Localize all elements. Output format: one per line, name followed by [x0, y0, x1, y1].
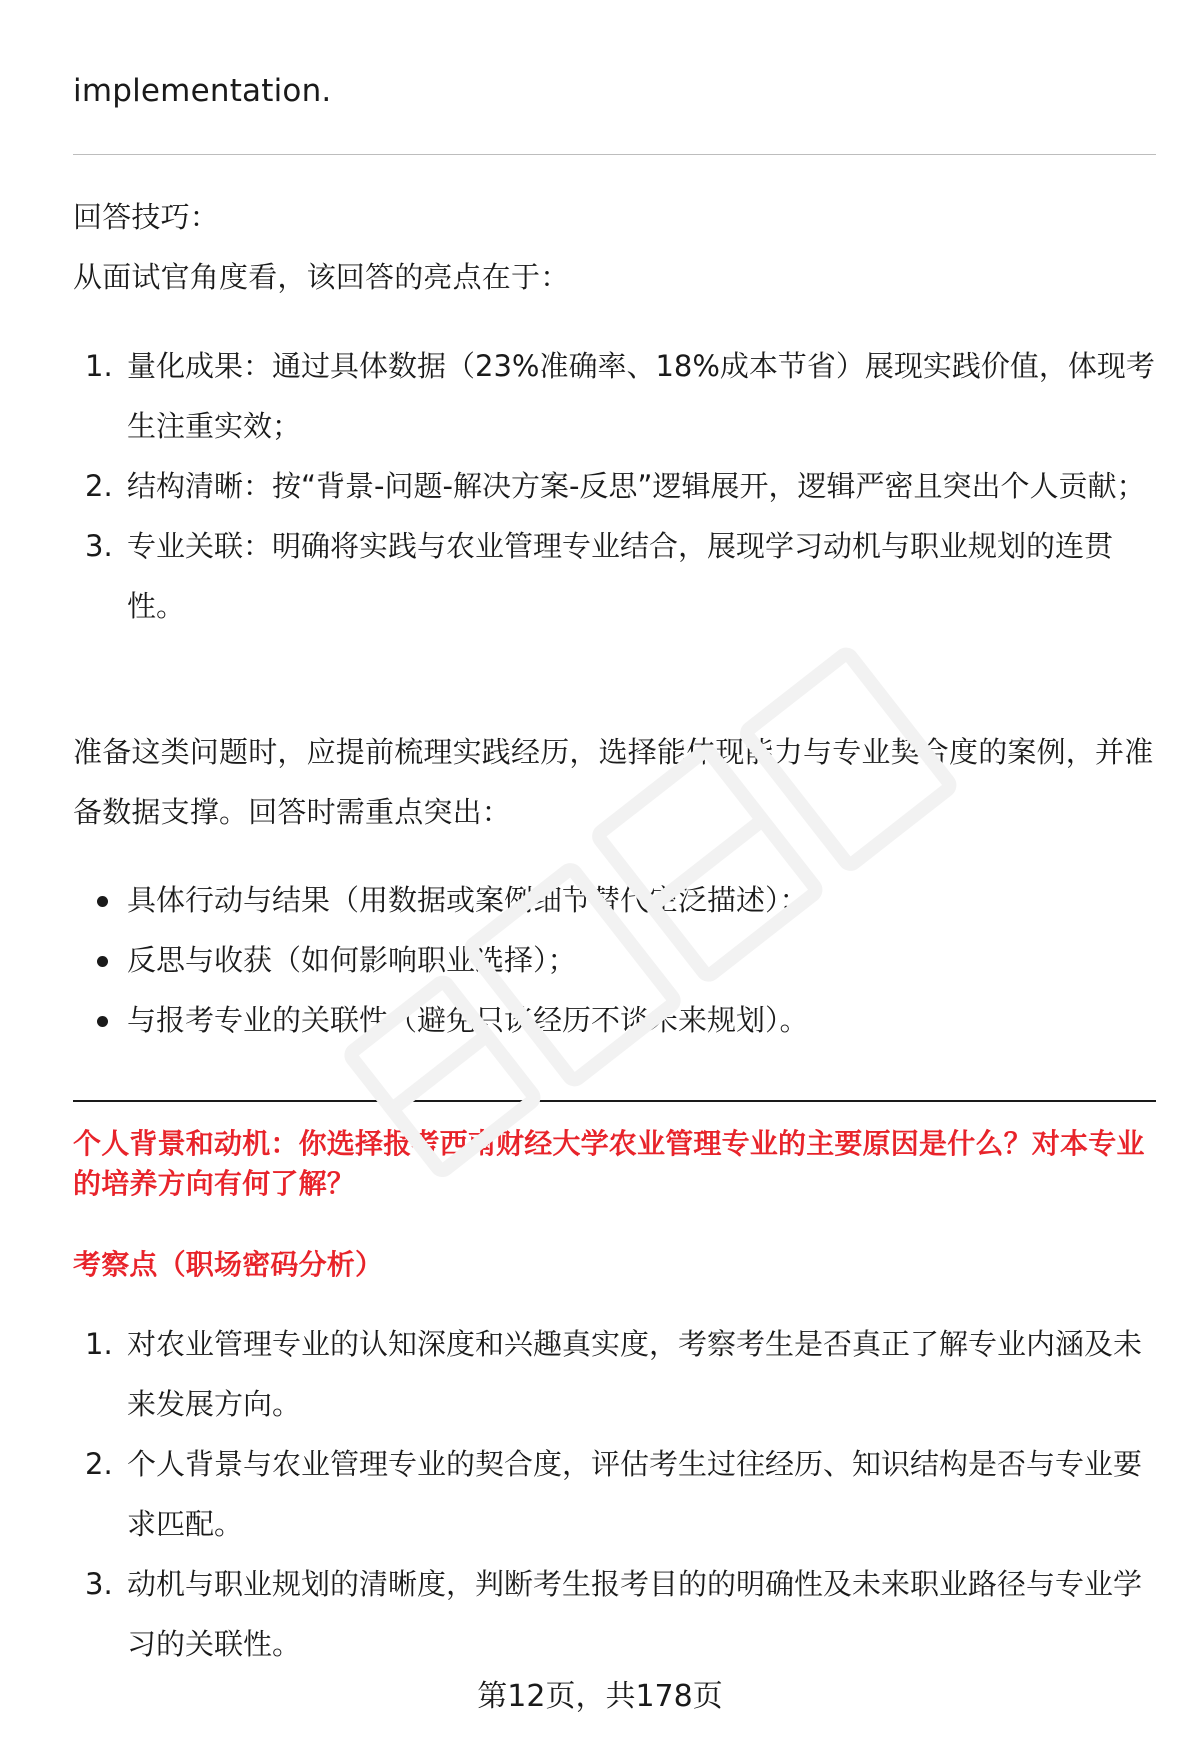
bullet-text: 反思与收获（如何影响职业选择）； — [127, 943, 577, 977]
list-number: 1. — [85, 1327, 113, 1361]
tips-intro: 从面试官角度看，该回答的亮点在于： — [73, 260, 570, 294]
bullet-text: 具体行动与结果（用数据或案例细节替代空泛描述）； — [127, 883, 809, 917]
list-item-text: 个人背景与农业管理专业的契合度，评估考生过往经历、知识结构是否与专业要求匹配。 — [127, 1447, 1143, 1541]
question-title: 个人背景和动机：你选择报考西南财经大学农业管理专业的主要原因是什么？对本专业的培养方向有何了解？ — [73, 1127, 1145, 1200]
list-number: 2. — [85, 1447, 113, 1481]
tips-points-list — [73, 336, 1156, 636]
exam-points-heading: 考察点（职场密码分析） — [73, 1248, 384, 1281]
list-item-text: 专业关联：明确将实践与农业管理专业结合，展现学习动机与职业规划的连贯性。 — [127, 529, 1114, 623]
list-item-text: 对农业管理专业的认知深度和兴趣真实度，考察考生是否真正了解专业内涵及未来发展方向。 — [127, 1327, 1143, 1421]
bullet-icon — [97, 896, 108, 907]
list-item — [73, 1434, 1156, 1554]
bullet-item — [73, 930, 1156, 990]
bullet-icon — [97, 956, 108, 967]
bullet-item — [73, 870, 1156, 930]
list-number: 2. — [85, 469, 113, 503]
page-footer: 第12页，共178页 — [477, 1679, 723, 1714]
list-item — [73, 1314, 1156, 1434]
list-number: 3. — [85, 529, 113, 563]
list-item — [73, 516, 1156, 636]
list-item — [73, 336, 1156, 456]
list-item-text: 结构清晰：按“背景-问题-解决方案-反思”逻辑展开，逻辑严密且突出个人贡献； — [127, 469, 1146, 503]
bullet-list — [73, 870, 1156, 1050]
list-item-text: 量化成果：通过具体数据（23%准确率、18%成本节省）展现实践价值，体现考生注重实效； — [127, 349, 1155, 443]
list-number: 1. — [85, 349, 113, 383]
section-divider — [73, 154, 1156, 155]
list-item — [73, 1554, 1156, 1674]
question-divider — [73, 1100, 1156, 1102]
list-item — [73, 456, 1156, 516]
list-number: 3. — [85, 1567, 113, 1601]
tips-label: 回答技巧： — [73, 200, 220, 234]
prep-paragraph: 准备这类问题时，应提前梳理实践经历，选择能体现能力与专业契合度的案例，并准备数据支撑。回答时需重点突出： — [73, 735, 1154, 829]
bullet-icon — [97, 1016, 108, 1027]
continuation-text: implementation. — [73, 73, 332, 109]
bullet-item — [73, 990, 1156, 1050]
bullet-text: 与报考专业的关联性（避免只谈经历不谈未来规划）。 — [127, 1003, 809, 1037]
list-item-text: 动机与职业规划的清晰度，判断考生报考目的的明确性及未来职业路径与专业学习的关联性。 — [127, 1567, 1143, 1661]
exam-points-list — [73, 1314, 1156, 1674]
